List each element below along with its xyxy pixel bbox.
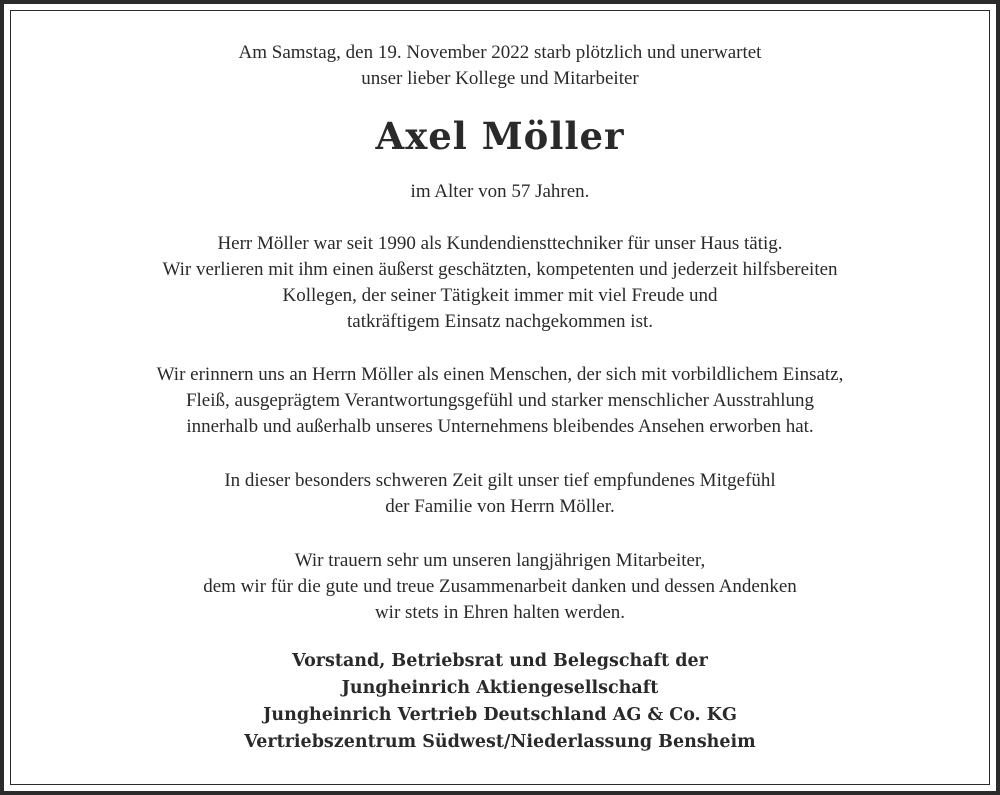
signature-line: Jungheinrich Aktiengesellschaft — [341, 678, 659, 698]
paragraph-line: Wir trauern sehr um unseren langjährigen Mitarbeiter, — [294, 550, 706, 571]
signature-line: Jungheinrich Vertrieb Deutschland AG & Co. KG — [263, 705, 737, 725]
paragraph-line: Herr Möller war seit 1990 als Kundendiensttechniker für unser Haus tätig. — [217, 233, 783, 254]
paragraph-line: Kollegen, der seiner Tätigkeit immer mit viel Freude und — [282, 285, 718, 306]
intro-text — [20, 40, 980, 92]
paragraph-career — [20, 231, 980, 335]
paragraph-line: dem wir für die gute und treue Zusammenarbeit danken und dessen Andenken — [203, 576, 797, 597]
paragraph-mourning — [20, 548, 980, 626]
paragraph-line: In dieser besonders schweren Zeit gilt unser tief empfundenes Mitgefühl — [224, 470, 776, 491]
paragraph-condolence — [20, 468, 980, 520]
signature-line: Vorstand, Betriebsrat und Belegschaft der — [292, 651, 708, 671]
paragraph-line: der Familie von Herrn Möller. — [385, 496, 615, 517]
paragraph-line: Wir erinnern uns an Herrn Möller als einen Menschen, der sich mit vorbildlichem Einsatz, — [156, 364, 844, 385]
paragraph-line: tatkräftigem Einsatz nachgekommen ist. — [346, 311, 653, 332]
signature-block — [20, 648, 980, 756]
age-text: im Alter von 57 Jahren. — [410, 181, 590, 202]
signature-line: Vertriebszentrum Südwest/Niederlassung Bensheim — [244, 732, 756, 752]
paragraph-line: Wir verlieren mit ihm einen äußerst geschätzten, kompetenten und jederzeit hilfsbereiten — [162, 259, 838, 280]
paragraph-line: Fleiß, ausgeprägtem Verantwortungsgefühl und starker menschlicher Ausstrahlung — [185, 390, 815, 411]
intro-line: Am Samstag, den 19. November 2022 starb plötzlich und unerwartet — [238, 42, 762, 63]
obituary-notice — [20, 40, 980, 756]
paragraph-line: innerhalb und außerhalb unseres Unternehmens bleibendes Ansehen erworben hat. — [186, 416, 814, 437]
paragraph-line: wir stets in Ehren halten werden. — [374, 602, 626, 623]
paragraph-remembrance — [20, 362, 980, 440]
deceased-name: Axel Möller — [375, 114, 625, 158]
intro-line: unser lieber Kollege und Mitarbeiter — [361, 68, 639, 89]
